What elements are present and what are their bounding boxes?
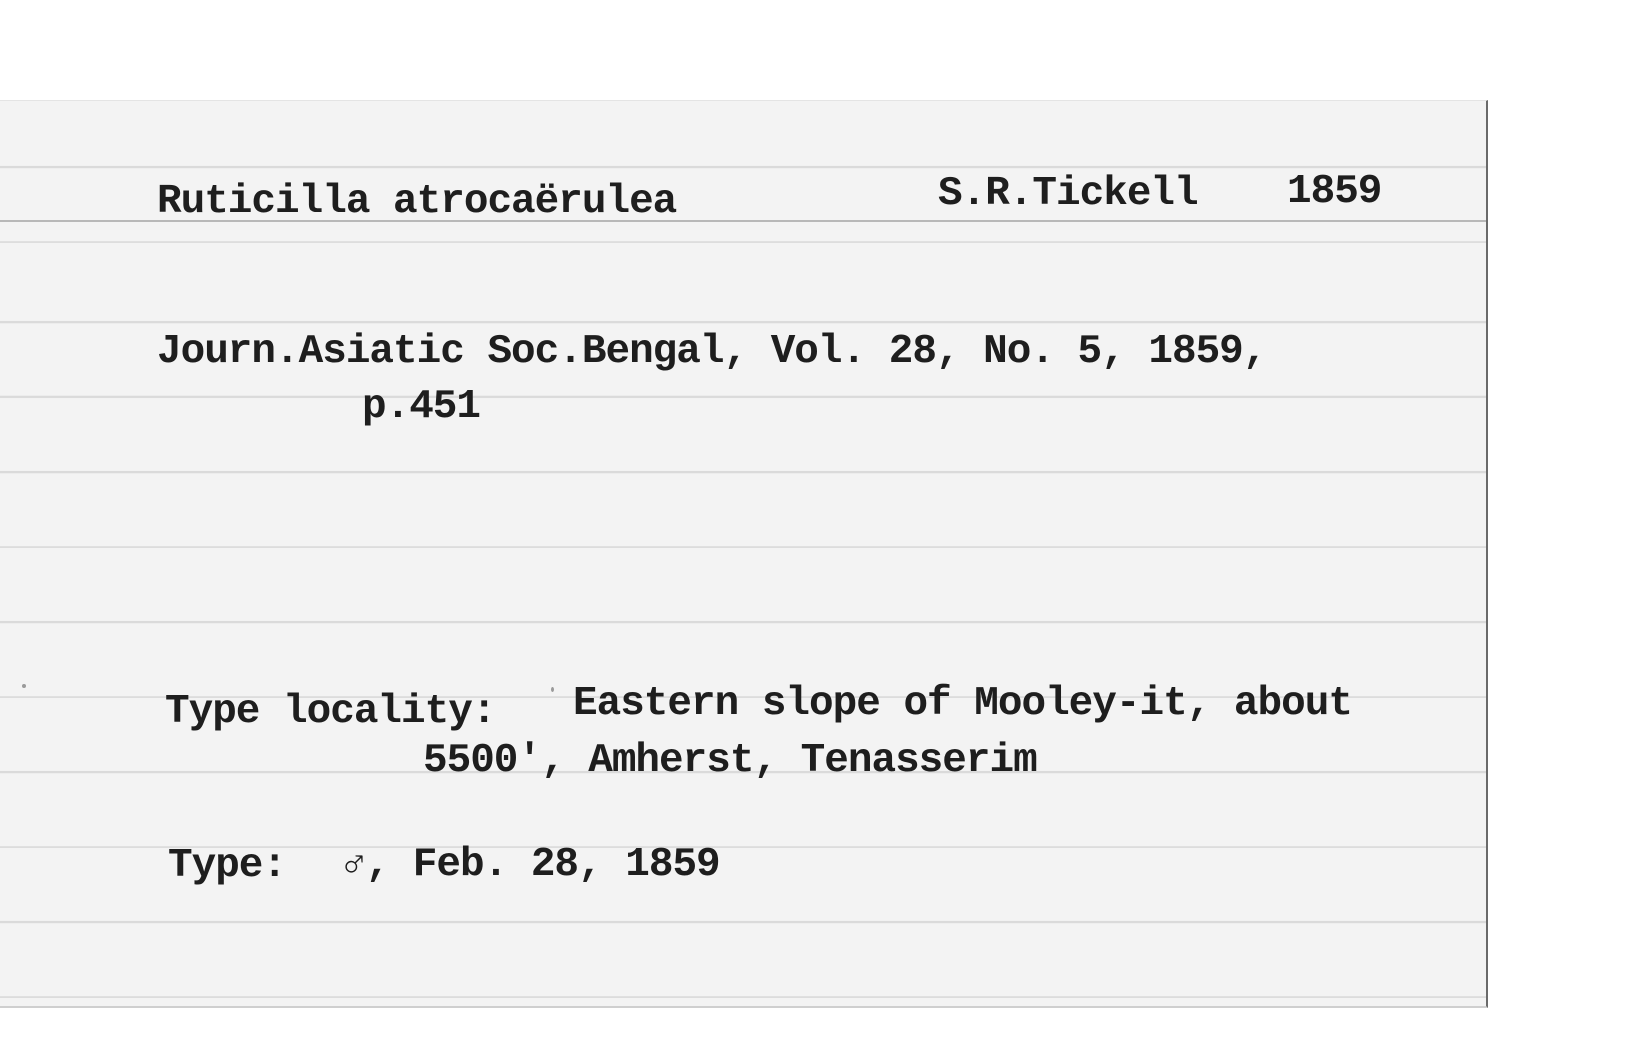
page-reference: p.451 <box>362 384 481 430</box>
type-locality-label: Type locality: <box>165 689 496 735</box>
ink-speck <box>22 684 26 688</box>
type-locality-continuation: 5500', Amherst, Tenasserim <box>423 738 1037 784</box>
ink-speck <box>551 687 554 692</box>
description-year: 1859 <box>1287 169 1382 215</box>
index-card <box>0 100 1488 1008</box>
journal-citation: Journ.Asiatic Soc.Bengal, Vol. 28, No. 5, 1859, <box>157 329 1267 375</box>
type-specimen-value: ♂, Feb. 28, 1859 <box>342 842 720 888</box>
species-name: Ruticilla atrocaërulea <box>157 179 677 225</box>
type-locality-value: Eastern slope of Mooley-it, about <box>573 681 1352 727</box>
type-label: Type: <box>168 843 287 889</box>
author-name: S.R.Tickell <box>938 171 1198 217</box>
